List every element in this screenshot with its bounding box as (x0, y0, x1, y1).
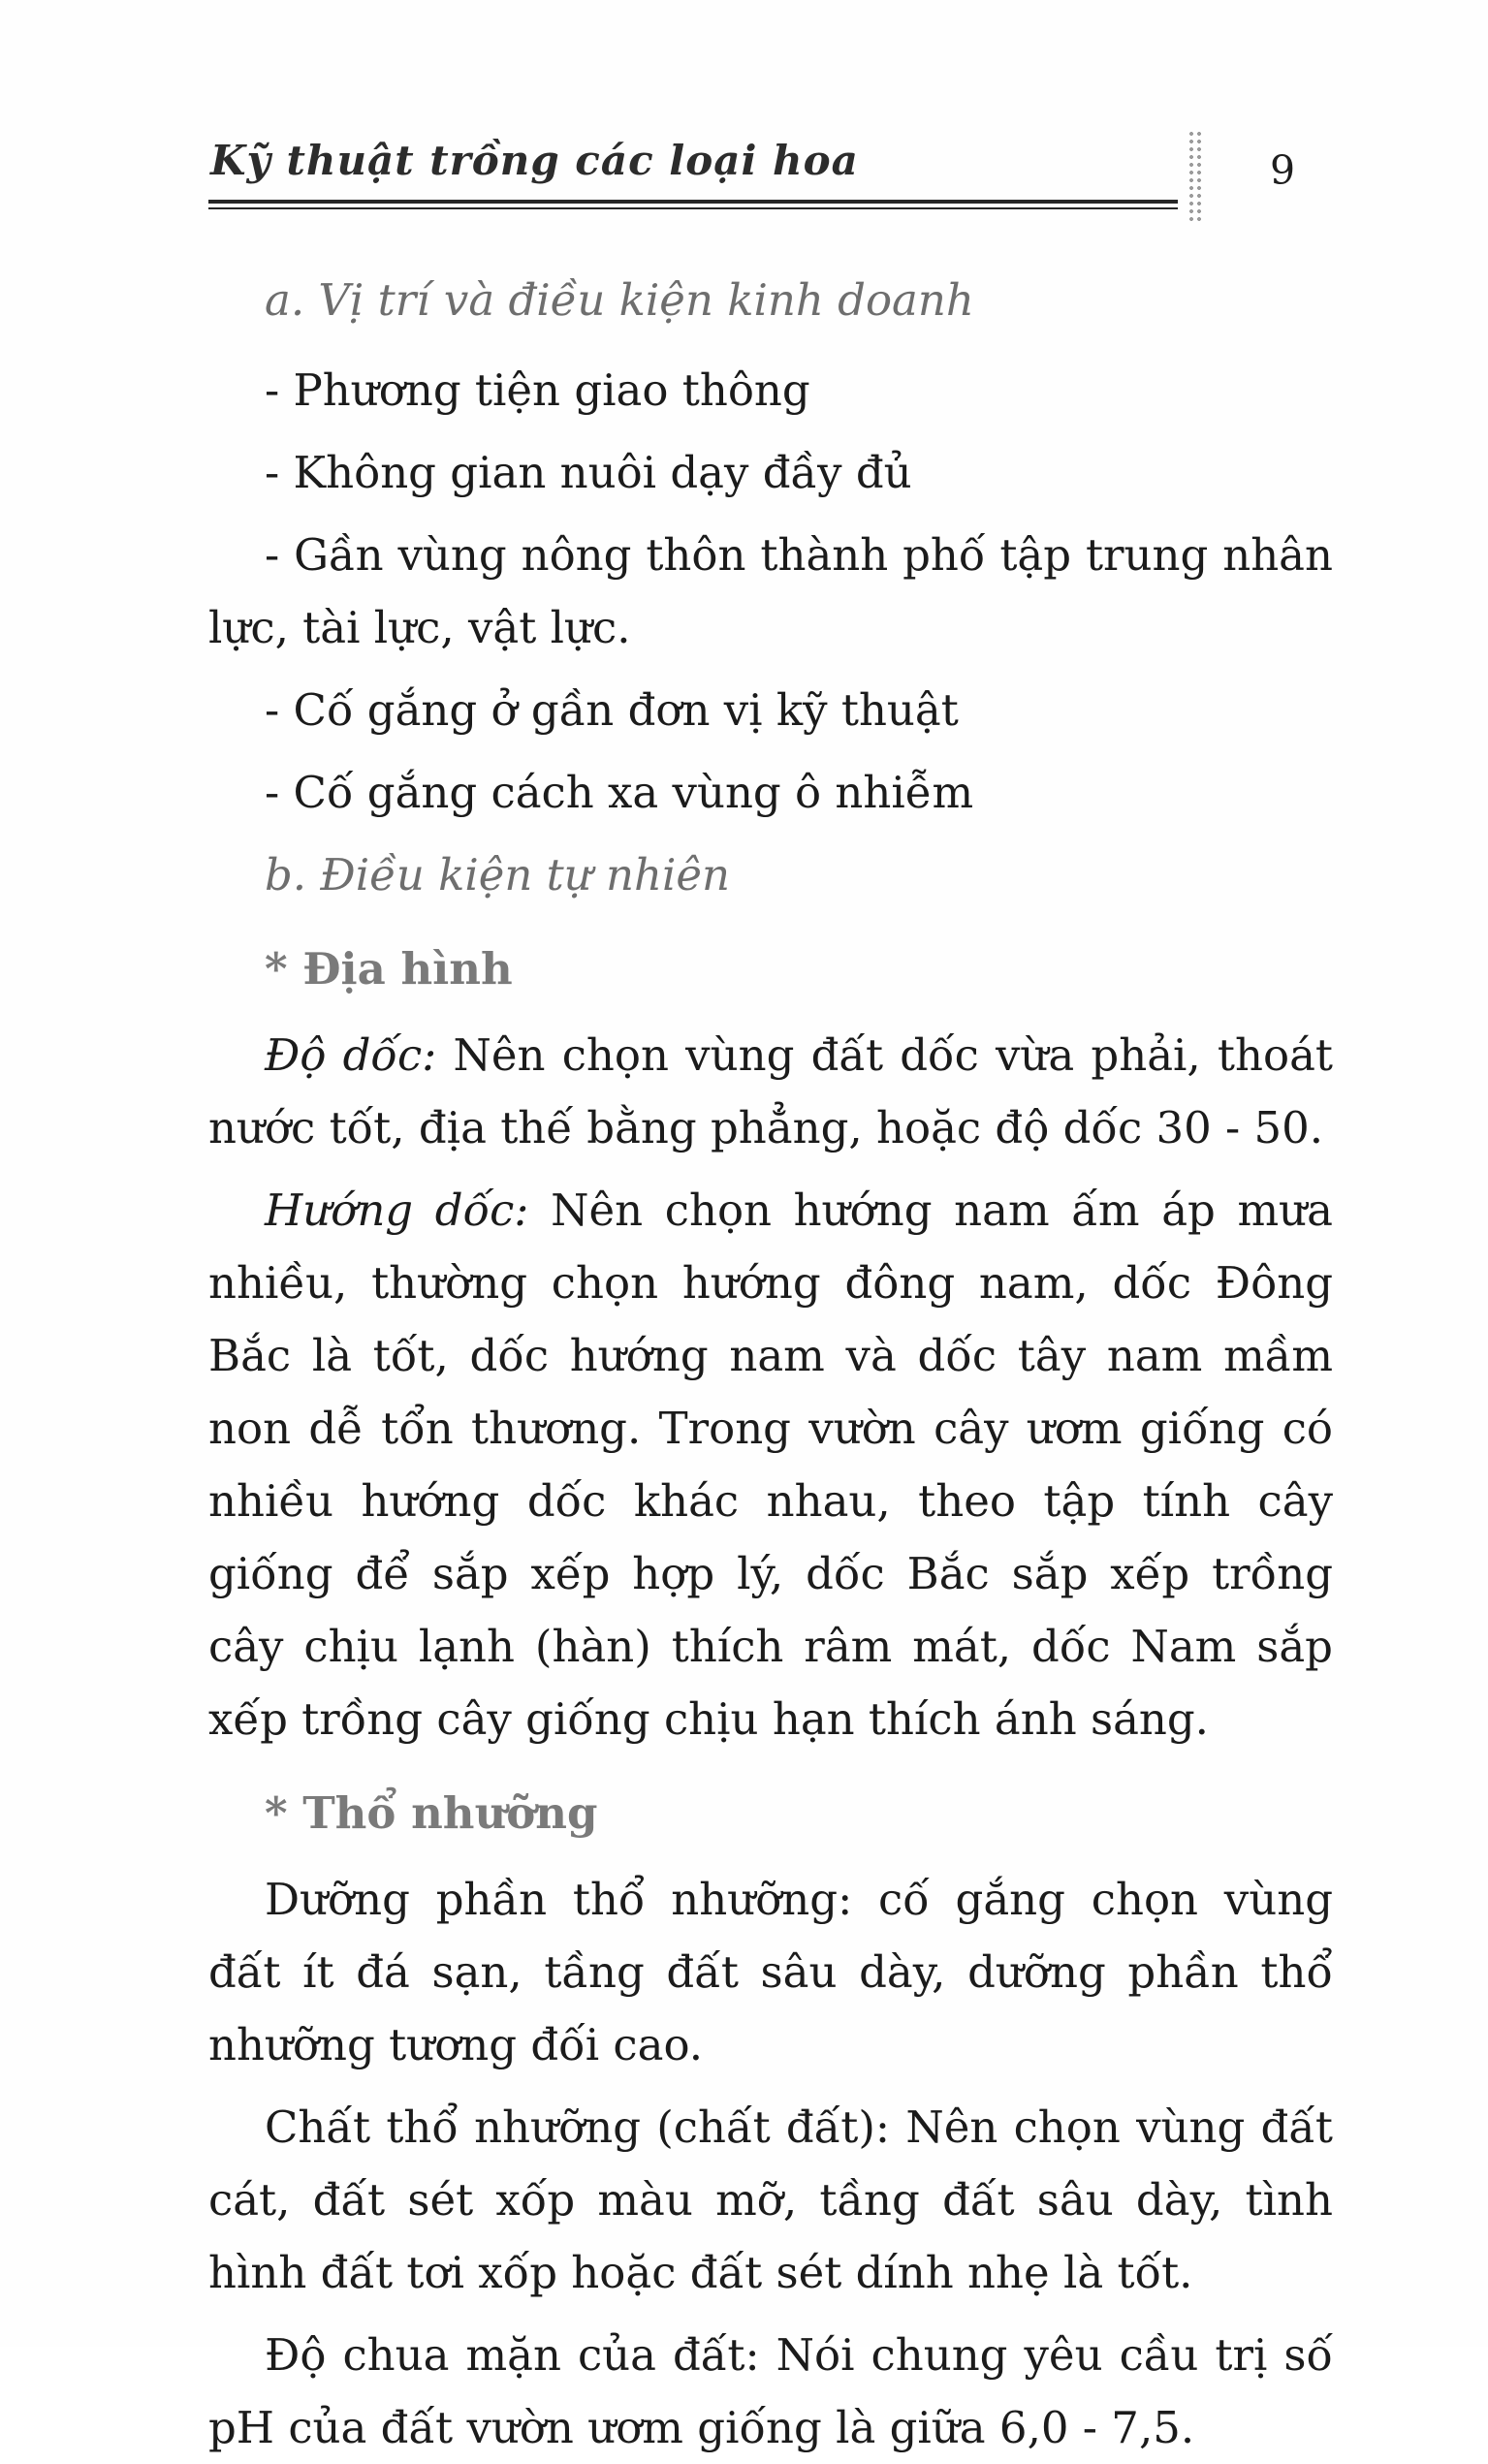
paragraph-rest: Nên chọn hướng nam ấm áp mưa nhiều, thường chọn hướng đông nam, dốc Đông Bắc là tốt, dốc hướng nam và dốc tây nam mầm non dễ tổn thương. Trong vườn cây ươm giống có nhiều hướng dốc khác nhau, theo tập tính cây giống để sắp xếp hợp lý, dốc Bắc sắp xếp trồng cây chịu lạnh (hàn) thích râm mát, dốc Nam sắp xếp trồng cây giống chịu hạn thích ánh sáng. (208, 1185, 1333, 1745)
header-rule (208, 200, 1178, 209)
paragraph-rest: Nên chọn vùng đất dốc vừa phải, thoát nước tốt, địa thế bằng phẳng, hoặc độ dốc 30 - 50. (208, 1029, 1334, 1153)
paragraph-huong-doc (208, 1174, 1333, 1755)
paragraph-chat-tho-nhuong: Chất thổ nhưỡng (chất đất): Nên chọn vùng đất cát, đất sét xốp màu mỡ, tầng đất sâu dày, tình hình đất tơi xốp hoặc đất sét dính nhẹ là tốt. (208, 2101, 1333, 2298)
page-body (208, 264, 1333, 2464)
list-item: - Cố gắng cách xa vùng ô nhiễm (265, 767, 974, 818)
dotted-ornament (1186, 128, 1202, 223)
star-heading-tho-nhuong: * Thổ nhưỡng (265, 1787, 598, 1839)
running-title: Kỹ thuật trồng các loại hoa (210, 137, 859, 184)
section-heading-b: b. Điều kiện tự nhiên (265, 849, 731, 900)
star-heading-dia-hinh: * Địa hình (265, 943, 513, 995)
paragraph-lead: Hướng dốc: (265, 1185, 529, 1236)
list-item: - Gần vùng nông thôn thành phố tập trung nhân lực, tài lực, vật lực. (208, 529, 1333, 653)
list-item: - Phương tiện giao thông (265, 364, 810, 416)
list-item: - Cố gắng ở gần đơn vị kỹ thuật (265, 684, 959, 736)
paragraph-do-doc (208, 1019, 1333, 1164)
paragraph-do-chua-man: Độ chua mặn của đất: Nói chung yêu cầu trị số pH của đất vườn ươm giống là giữa 6,0 - 7,5. (208, 2329, 1333, 2453)
paragraph-lead: Độ dốc: (265, 1029, 437, 1081)
section-heading-a: a. Vị trí và điều kiện kinh doanh (265, 274, 974, 326)
page-number: 9 (1270, 147, 1296, 194)
list-item: - Không gian nuôi dạy đầy đủ (265, 447, 912, 498)
page-header (208, 109, 1333, 209)
paragraph-duong-phan: Dưỡng phần thổ nhưỡng: cố gắng chọn vùng đất ít đá sạn, tầng đất sâu dày, dưỡng phần thổ nhưỡng tương đối cao. (208, 1874, 1333, 2070)
